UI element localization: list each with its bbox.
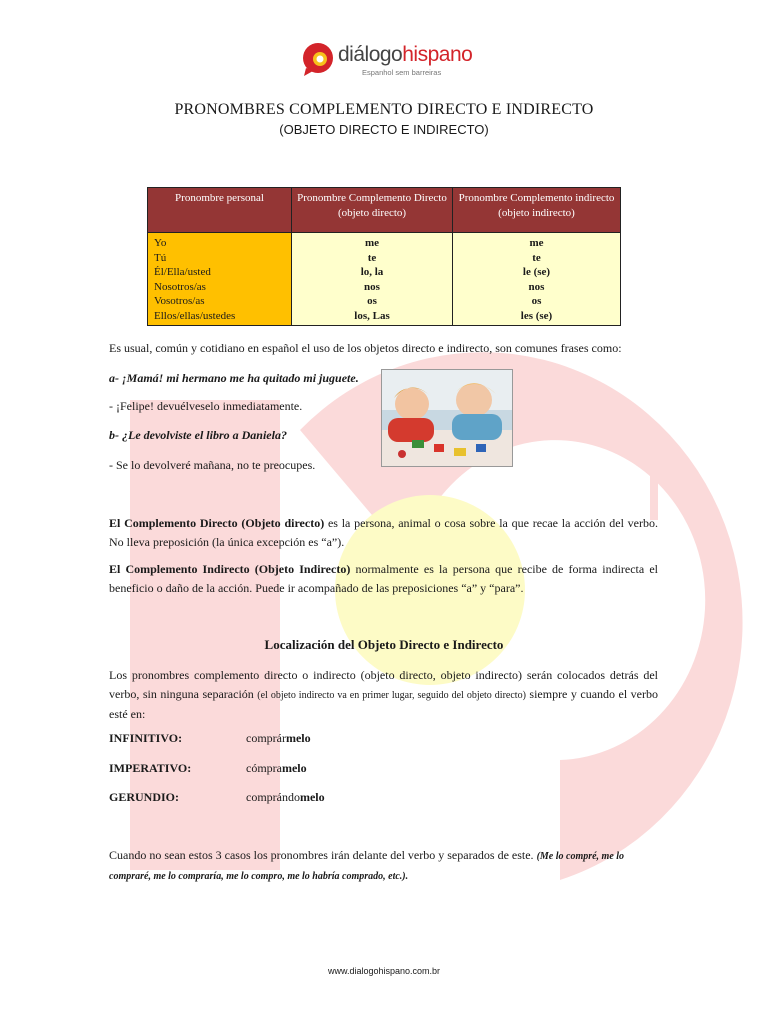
brand-name: diálogohispano bbox=[338, 43, 473, 66]
table-cell: Ellos/ellas/ustedes bbox=[148, 309, 292, 326]
intro-paragraph: Es usual, común y cotidiano en español el uso de los objetos directo e indirecto, son comunes frases como: bbox=[109, 341, 622, 355]
table-cell: os bbox=[453, 294, 621, 309]
form-example-infinitive: comprármelo bbox=[246, 731, 311, 745]
table-cell: los, Las bbox=[292, 309, 453, 326]
table-cell: nos bbox=[453, 280, 621, 295]
column-header: Pronombre Complemento Directo (objeto directo) bbox=[292, 188, 453, 233]
table-cell: Él/Ella/usted bbox=[148, 265, 292, 280]
form-example-imperative: cómpramelo bbox=[246, 761, 307, 775]
table-cell: os bbox=[292, 294, 453, 309]
children-photo bbox=[381, 369, 513, 467]
table-header-row bbox=[148, 188, 621, 233]
brand-tagline: Espanhol sem barreiras bbox=[362, 68, 442, 77]
table-row bbox=[148, 265, 621, 280]
column-header: Pronombre Complemento indirecto (objeto indirecto) bbox=[453, 188, 621, 233]
indirect-object-definition: El Complemento Indirecto (Objeto Indirecto) normalmente es la persona que recibe de forma indirecta el beneficio o daño de la acción. Puede ir acompañado de las preposiciones “a” y “para”. bbox=[109, 562, 658, 595]
direct-object-definition: El Complemento Directo (Objeto directo) es la persona, animal o cosa sobre la que recae la acción del verbo. No lleva preposición (la única excepción es “a”). bbox=[109, 516, 658, 549]
brand-logo[interactable] bbox=[298, 40, 498, 80]
table-cell: te bbox=[453, 251, 621, 266]
example-a-reply: - ¡Felipe! devuélveselo inmediatamente. bbox=[109, 399, 303, 413]
table-row bbox=[148, 251, 621, 266]
form-label-imperative: IMPERATIVO: bbox=[109, 761, 192, 775]
form-label-infinitive: INFINITIVO: bbox=[109, 731, 183, 745]
table-cell: lo, la bbox=[292, 265, 453, 280]
example-b-reply: - Se lo devolveré mañana, no te preocupes. bbox=[109, 458, 316, 472]
page-title: PRONOMBRES COMPLEMENTO DIRECTO E INDIRECTO bbox=[174, 101, 594, 118]
table-row bbox=[148, 294, 621, 309]
example-b: b- ¿Le devolviste el libro a Daniela? bbox=[109, 428, 287, 442]
page-subtitle: (OBJETO DIRECTO E INDIRECTO) bbox=[279, 122, 489, 137]
table-cell: Tú bbox=[148, 251, 292, 266]
table-cell: me bbox=[453, 233, 621, 251]
table-row bbox=[148, 233, 621, 251]
table-cell: te bbox=[292, 251, 453, 266]
table-cell: Yo bbox=[148, 233, 292, 251]
closing-paragraph: Cuando no sean estos 3 casos los pronombres irán delante del verbo y separados de este. (Me lo compré, me lo compraré, me lo compraría, me lo compro, me lo habría comprado, etc.). bbox=[109, 848, 625, 882]
table-cell: les (se) bbox=[453, 309, 621, 326]
column-header: Pronombre personal bbox=[148, 188, 292, 233]
pronoun-table bbox=[147, 187, 621, 326]
table-cell: me bbox=[292, 233, 453, 251]
table-cell: nos bbox=[292, 280, 453, 295]
location-paragraph: Los pronombres complemento directo o indirecto (objeto directo, objeto indirecto) serán colocados detrás del verbo, sin ninguna separación (el objeto indirecto va en primer lugar, seguido del objeto directo) siempre y cuando el verbo esté en: bbox=[109, 668, 658, 721]
table-cell: le (se) bbox=[453, 265, 621, 280]
table-row bbox=[148, 280, 621, 295]
speech-bubble-icon bbox=[300, 42, 336, 78]
section-heading: Localización del Objeto Directo e Indirecto bbox=[264, 637, 504, 652]
form-example-gerund: comprándomelo bbox=[246, 790, 325, 804]
table-cell: Vosotros/as bbox=[148, 294, 292, 309]
table-cell: Nosotros/as bbox=[148, 280, 292, 295]
form-label-gerund: GERUNDIO: bbox=[109, 790, 180, 804]
footer-url[interactable]: www.dialogohispano.com.br bbox=[327, 966, 441, 976]
example-a: a- ¡Mamá! mi hermano me ha quitado mi juguete. bbox=[109, 371, 359, 385]
table-row bbox=[148, 309, 621, 326]
